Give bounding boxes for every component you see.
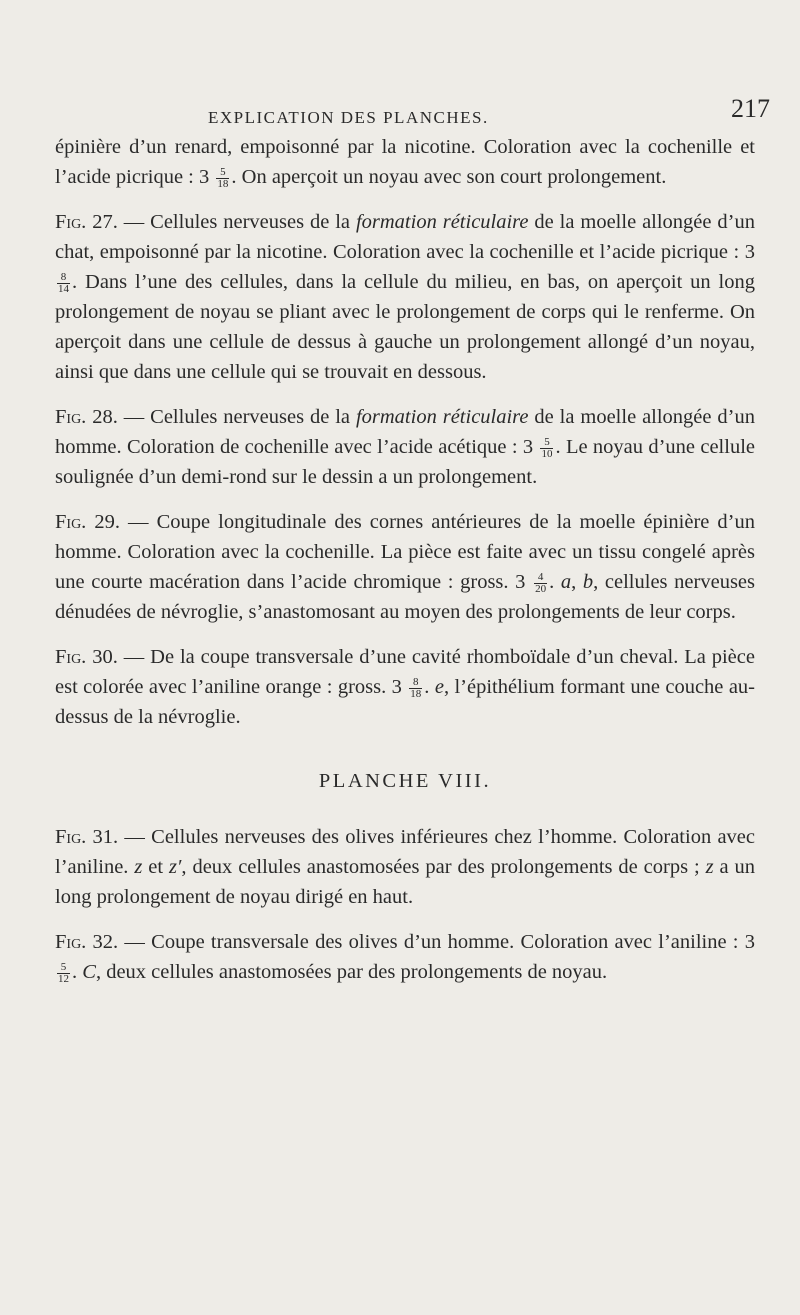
fraction-numerator: 5 [57, 962, 70, 974]
text: . [72, 961, 83, 983]
text: — Coupe transversale des olives d’un homme. Coloration avec l’aniline : 3 [118, 931, 755, 953]
fraction-numerator: 8 [409, 677, 422, 689]
text: , deux cellules anastomosées par des prolongements de corps ; [181, 856, 706, 878]
italic-text: a [560, 571, 572, 593]
text: et [142, 856, 169, 878]
running-title: EXPLICATION DES PLANCHES. [208, 108, 489, 127]
figure-label: Fig. 32. [55, 931, 119, 953]
text: , cellules nerveuses dénudées de névroglie, s’anastomosant au moyen des prolongements de leur corps. [55, 571, 756, 623]
text: — Cellules nerveuses de la [117, 406, 356, 428]
plate-heading: PLANCHE VIII. [318, 770, 492, 792]
text: , l’épithélium formant une couche au-dessus de la névroglie. [55, 676, 755, 728]
paragraph-fig-27 [55, 207, 755, 387]
text: a un long prolongement de noyau dirigé en haut. [55, 856, 756, 908]
fraction [216, 167, 229, 190]
text: . Le noyau d’une cellule soulignée d’un demi-rond sur le dessin a un prolongement. [55, 436, 755, 488]
fraction-numerator: 5 [540, 437, 553, 449]
text: . [424, 676, 435, 698]
paragraph-fig-30 [55, 642, 755, 732]
fraction [534, 572, 547, 595]
italic-text: z′ [168, 856, 182, 878]
text: de la moelle allongée d’un chat, empoisonné par la nicotine. Coloration avec la cochenille et l’acide picrique : 3 [55, 211, 755, 263]
text: . [549, 571, 561, 593]
text: — Cellules nerveuses de la [117, 211, 356, 233]
text: — De la coupe transversale d’une cavité rhomboïdale d’un cheval. La pièce est colorée avec l’aniline orange : gross. 3 [55, 646, 755, 698]
paragraph-fig-32 [55, 927, 755, 987]
fraction-numerator: 8 [57, 272, 70, 284]
text: — Coupe longitudinale des cornes antérieures de la moelle épinière d’un homme. Coloration avec la cochenille. La pièce est faite avec un tissu congelé après une courte macération dans l’acide chromique : gross. 3 [55, 511, 755, 593]
fraction-denominator: 14 [58, 282, 69, 295]
figure-label: Fig. 31. [55, 826, 119, 848]
text: , [571, 571, 583, 593]
page-number: 217 [731, 94, 770, 123]
text: . On aperçoit un noyau avec son court prolongement. [231, 166, 667, 188]
text: de la moelle allongée d’un homme. Coloration de cochenille avec l’acide acétique : 3 [55, 406, 755, 458]
italic-text: z [134, 856, 143, 878]
fraction [57, 272, 70, 295]
italic-text: C [82, 961, 96, 983]
italic-text: formation réticulaire [355, 406, 529, 428]
text: — Cellules nerveuses des olives inférieures chez l’homme. Coloration avec l’aniline. [55, 826, 755, 878]
figure-label: Fig. 30. [55, 646, 118, 668]
paragraph-fig-29 [55, 507, 755, 627]
page-header [40, 88, 800, 128]
fraction-denominator: 18 [410, 687, 422, 700]
body-text [55, 132, 755, 1002]
italic-text: formation réticulaire [355, 211, 529, 233]
figure-label: Fig. 29. [55, 511, 120, 533]
fraction-denominator: 10 [541, 447, 553, 460]
fraction [540, 437, 553, 460]
fraction-denominator: 12 [58, 972, 69, 985]
italic-text: b [582, 571, 594, 593]
paragraph-fig-31 [55, 822, 755, 912]
fraction-numerator: 5 [216, 167, 229, 179]
text: . Dans l’une des cellules, dans la cellule du milieu, en bas, on aperçoit un long prolongement de noyau se pliant avec le prolongement de corps qui le renferme. On aperçoit dans une cellule de dessus à gauche un prolongement allongé d’un noyau, ainsi que dans une cellule qui se trouvait en dessous. [55, 271, 755, 383]
paragraph-fig-28 [55, 402, 755, 492]
italic-text: e [434, 676, 444, 698]
figure-label: Fig. 28. [55, 406, 118, 428]
text: épinière d’un renard, empoisonné par la nicotine. Coloration avec la cochenille et l’acide picrique : 3 [55, 136, 755, 188]
fraction-denominator: 18 [217, 177, 229, 190]
paragraph-continued [55, 132, 755, 192]
text: , deux cellules anastomosées par des prolongements de noyau. [95, 961, 608, 983]
fraction [57, 962, 70, 985]
figure-label: Fig. 27. [55, 211, 118, 233]
fraction [409, 677, 422, 700]
italic-text: z [705, 856, 714, 878]
fraction-denominator: 20 [535, 582, 547, 595]
fraction-numerator: 4 [534, 572, 547, 584]
